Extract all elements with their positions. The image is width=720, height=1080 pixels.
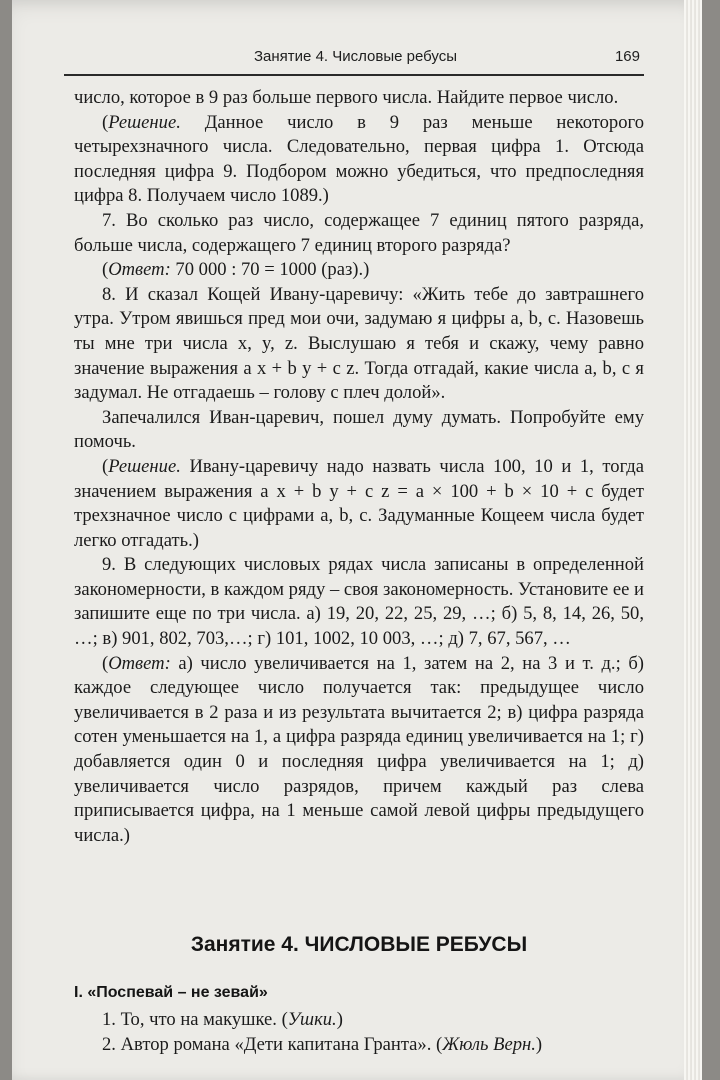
page-edge [684, 0, 702, 1080]
paragraph: 7. Во сколько раз число, содержащее 7 единиц пятого разряда, больше числа, содержащего 7 единиц второго разряда? [74, 209, 644, 256]
paragraph: (Решение. Ивану-царевичу надо назвать числа 100, 10 и 1, тогда значением выражения a x + b y + c z = a × 100 + b × 10 + c будет трехзначное число с цифрами a, b, c. Задуманные Кощеем числа будет легко отгадать.) [74, 455, 644, 551]
page-number: 169 [614, 48, 640, 65]
body-text [74, 86, 644, 848]
paragraph: 9. В следующих числовых рядах числа записаны в определенной закономерности, в каждом ряду – своя закономерность. Установите ее и запишите еще по три числа. а) 19, 20, 22, 25, 29, …; б) 5, 8, 14, 26, 50, …; в) 901, 802, 703,…; г) 101, 1002, 10 003, …; д) 7, 67, 567, … [74, 554, 644, 650]
list-item: 1. То, что на макушке. (Ушки.) [102, 1009, 343, 1030]
running-title: Занятие 4. Числовые ребусы [254, 48, 458, 65]
answer-list [74, 1008, 644, 1057]
paragraph: (Ответ: а) число увеличивается на 1, затем на 2, на 3 и т. д.; б) каждое следующее число получается так: предыдущее число увеличивается в 2 раза и из результата вычитается 2; в) цифра разряда сотен уменьшается на 1, а цифра разряда единиц увеличивается на 1; г) добавляется один 0 и последняя цифра увеличивается на 1; д) увеличивается число разрядов, причем каждый раз слева приписывается цифра, на 1 меньше самой левой цифры предыдущего числа.) [74, 652, 644, 846]
paragraph: число, которое в 9 раз больше первого числа. Найдите первое число. [74, 87, 619, 108]
section-heading: Занятие 4. ЧИСЛОВЫЕ РЕБУСЫ [190, 933, 528, 956]
book-page [12, 0, 702, 1080]
sub-heading: I. «Поспевай – не зевай» [74, 984, 268, 1001]
paragraph: (Решение. Данное число в 9 раз меньше некоторого четырехзначного числа. Следовательно, первая цифра 1. Отсюда последняя цифра 9. Подбором можно убедиться, что предпоследняя цифра 8. Получаем число 1089.) [74, 111, 644, 207]
list-item: 2. Автор романа «Дети капитана Гранта». (Жюль Верн.) [102, 1033, 543, 1055]
paragraph: (Ответ: 70 000 : 70 = 1000 (раз).) [102, 259, 370, 281]
running-header [64, 40, 644, 76]
paragraph: Запечалился Иван-царевич, пошел думу думать. Попробуйте ему помочь. [74, 406, 644, 453]
paragraph: 8. И сказал Кощей Ивану-царевичу: «Жить тебе до завтрашнего утра. Утром явишься пред мои очи, задумаю я цифры a, b, c. Назовешь ты мне три числа x, y, z. Выслушаю я тебя и скажу, чему равно значение выражения a x + b y + c z. Тогда отгадай, какие числа a, b, c я задумал. Не отгадаешь – голову с плеч долой». [74, 283, 644, 404]
